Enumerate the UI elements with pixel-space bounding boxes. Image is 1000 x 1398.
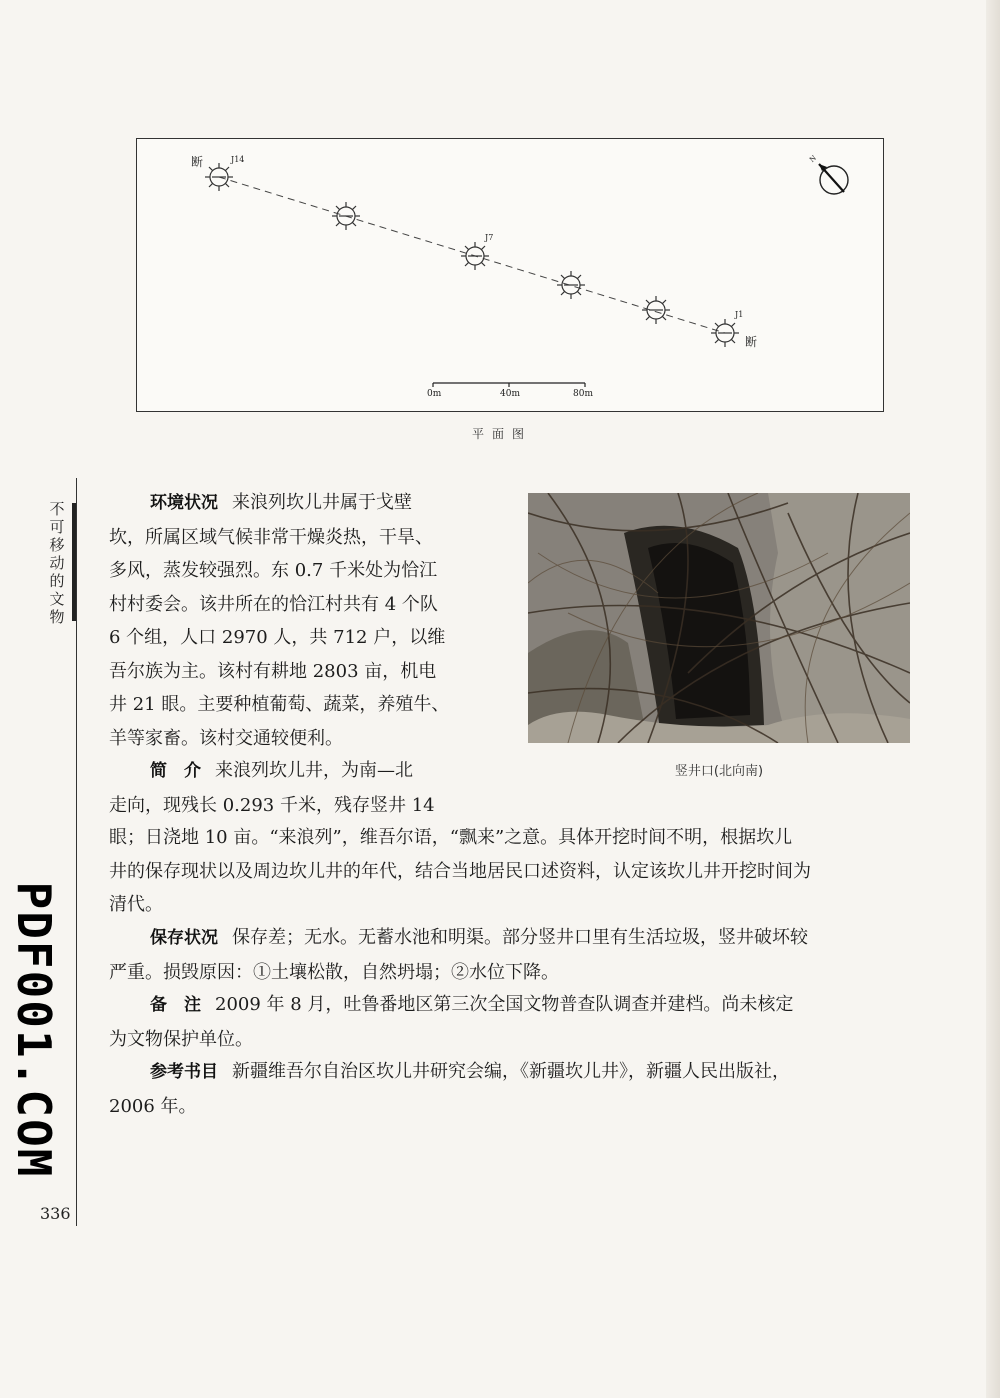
photo-caption: 竖井口(北向南) bbox=[674, 764, 764, 779]
intro-line: 井的保存现状以及周边坎儿井的年代，结合当地居民口述资料，认定该坎儿井开挖时间为 bbox=[109, 860, 811, 882]
section-marker-bar bbox=[72, 503, 76, 621]
intro-section-continued bbox=[109, 821, 911, 922]
preservation-line: 严重。损毁原因：①土壤松散，自然坍塌；②水位下降。 bbox=[109, 961, 559, 983]
intro-line: 清代。 bbox=[109, 894, 163, 915]
intro-heading: 简 介 bbox=[150, 761, 201, 781]
well-shaft-1 bbox=[205, 163, 233, 191]
environment-line: 井 21 眼。主要种植葡萄、蔬菜，养殖牛、 bbox=[109, 694, 450, 715]
intro-line: 来浪列坎儿井，为南—北 bbox=[215, 760, 413, 781]
scale-label-0: 0m bbox=[427, 389, 442, 399]
preservation-heading: 保存状况 bbox=[150, 928, 218, 948]
environment-line: 村村委会。该井所在的恰江村共有 4 个队 bbox=[109, 593, 438, 615]
break-mark-left: 断 bbox=[191, 155, 204, 169]
well-shaft-photo bbox=[528, 493, 910, 743]
remarks-line: 2009 年 8 月，吐鲁番地区第三次全国文物普查队调查并建档。尚未核定 bbox=[215, 994, 794, 1015]
remarks-heading: 备 注 bbox=[150, 995, 201, 1015]
environment-heading: 环境状况 bbox=[150, 493, 218, 513]
remarks-section bbox=[109, 988, 911, 1056]
environment-line: 羊等家畜。该村交通较便利。 bbox=[109, 727, 343, 749]
well-shaft-5 bbox=[642, 296, 670, 324]
intro-line: 眼；日浇地 10 亩。“来浪列”，维吾尔语，“飘来”之意。具体开挖时间不明，根据坎儿 bbox=[109, 827, 793, 848]
references-section bbox=[109, 1055, 911, 1123]
well-shaft-3 bbox=[461, 242, 489, 270]
scale-bar bbox=[433, 383, 585, 387]
break-mark-right: 断 bbox=[745, 335, 758, 349]
environment-line: 6 个组，人口 2970 人，共 712 户，以维 bbox=[109, 627, 446, 648]
plan-caption: 平面图 bbox=[472, 427, 533, 441]
section-title: 不可移动的文物 bbox=[49, 500, 65, 626]
references-line: 2006 年。 bbox=[109, 1095, 197, 1117]
environment-line: 多风，蒸发较强烈。东 0.7 千米处为恰江 bbox=[109, 560, 438, 581]
plan-drawing bbox=[137, 139, 883, 411]
north-label: N bbox=[808, 153, 818, 164]
intro-section bbox=[109, 754, 481, 822]
intro-line: 走向，现残长 0.293 千米，残存竖井 14 bbox=[109, 794, 435, 816]
well-label-j7: J7 bbox=[485, 233, 494, 242]
environment-line: 吾尔族为主。该村有耕地 2803 亩，机电 bbox=[109, 660, 437, 682]
scale-label-40: 40m bbox=[500, 389, 520, 399]
watermark: PDF001.COM bbox=[7, 881, 61, 1179]
well-shaft-2 bbox=[332, 202, 360, 230]
well-label-j14: J14 bbox=[231, 155, 245, 164]
well-shaft-6 bbox=[711, 319, 739, 347]
page-edge-shadow bbox=[986, 0, 1000, 1398]
well-shaft-4 bbox=[557, 271, 585, 299]
north-arrow-icon bbox=[808, 154, 848, 194]
environment-section bbox=[109, 486, 481, 755]
page-number: 336 bbox=[40, 1204, 71, 1223]
environment-line: 来浪列坎儿井属于戈壁 bbox=[232, 492, 412, 513]
references-heading: 参考书目 bbox=[150, 1062, 218, 1082]
scale-label-80: 80m bbox=[573, 389, 593, 399]
margin-rule bbox=[76, 478, 77, 1226]
plan-diagram bbox=[136, 138, 884, 412]
environment-line: 坎，所属区域气候非常干燥炎热，干旱、 bbox=[109, 526, 433, 548]
well-label-j1: J1 bbox=[735, 310, 744, 319]
preservation-section bbox=[109, 921, 911, 989]
remarks-line: 为文物保护单位。 bbox=[109, 1028, 253, 1050]
preservation-line: 保存差；无水。无蓄水池和明渠。部分竖井口里有生活垃圾，竖井破坏较 bbox=[232, 927, 808, 948]
references-line: 新疆维吾尔自治区坎儿井研究会编，《新疆坎儿井》，新疆人民出版社， bbox=[232, 1061, 790, 1082]
